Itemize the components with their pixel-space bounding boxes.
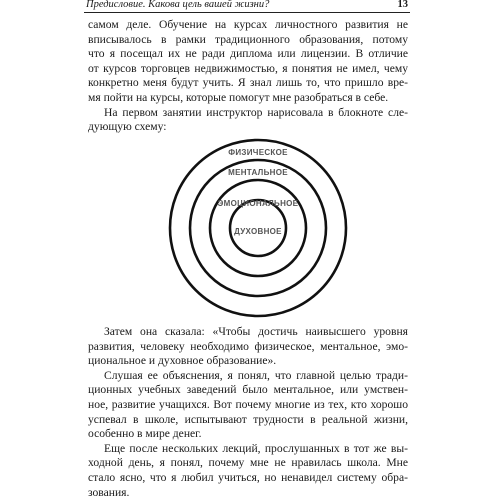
ring-label-spiritual: ДУХОВНОЕ: [234, 227, 282, 236]
ring-label-physical: ФИЗИЧЕСКОЕ: [228, 148, 288, 157]
paragraph-5: [88, 442, 408, 500]
text-line: развития, человеку необходимо физическое, ментальное, эмо-: [88, 339, 408, 353]
paragraph-4: [88, 369, 408, 442]
text-line: вписывалось в рамки традиционного образования, потому: [88, 32, 408, 46]
text-line: от курсов торговцев недвижимостью, я понятия не имел, чему: [88, 61, 408, 75]
text-line: зования.: [88, 485, 130, 499]
paragraph-2: [88, 106, 408, 135]
text-line: дующую схему:: [88, 120, 167, 134]
text-line: самом деле. Обучение на курсах личностного развития не: [88, 18, 408, 31]
text-line: ное, развитие учащихся. Вот почему многие из тех, кто хорошо: [88, 397, 408, 411]
text-line: На первом занятии инструктор нарисовала в блокноте сле-: [104, 105, 408, 119]
text-line: Затем она сказала: «Чтобы достичь наивысшего уровня: [104, 325, 408, 338]
text-line: конкретно меня будут учить. Я знал лишь то, что пришло вре-: [88, 76, 408, 90]
concentric-circles-diagram: [168, 138, 348, 318]
header-title: Предисловие. Какова цель вашей жизни?: [86, 0, 270, 10]
page-number: 13: [397, 0, 408, 10]
text-line: что я посещал их не ради диплома или лицензии. В отличие: [88, 47, 408, 61]
ring-label-mental: МЕНТАЛЬНОЕ: [228, 168, 288, 177]
paragraph-1: [88, 18, 408, 106]
text-line: ционных учебных заведений было ментальное, или умствен-: [88, 383, 408, 397]
text-line: Слушая ее объяснения, я понял, что главной целью тради-: [104, 368, 408, 382]
text-block-top: [88, 18, 408, 135]
text-line: стало ясно, что я любил учиться, но ненавидел систему обра-: [88, 470, 408, 484]
text-block-bottom: [88, 325, 408, 500]
text-line: мя пойти на курсы, которые помогут мне разобраться в себе.: [88, 90, 389, 104]
text-line: циональное и духовное образование».: [88, 354, 277, 368]
ring-label-emotional: ЭМОЦИОНАЛЬНОЕ: [217, 199, 299, 208]
running-header: [84, 0, 410, 13]
text-line: Еще после нескольких лекций, прослушанных в тот же вы-: [104, 441, 408, 455]
text-line: успевал в школе, испытывают трудности в реальной жизни,: [88, 412, 408, 426]
paragraph-3: [88, 325, 408, 369]
text-line: особенно в мире денег.: [88, 427, 202, 441]
text-line: ходной день, я понял, почему мне не нравилась школа. Мне: [88, 456, 408, 470]
